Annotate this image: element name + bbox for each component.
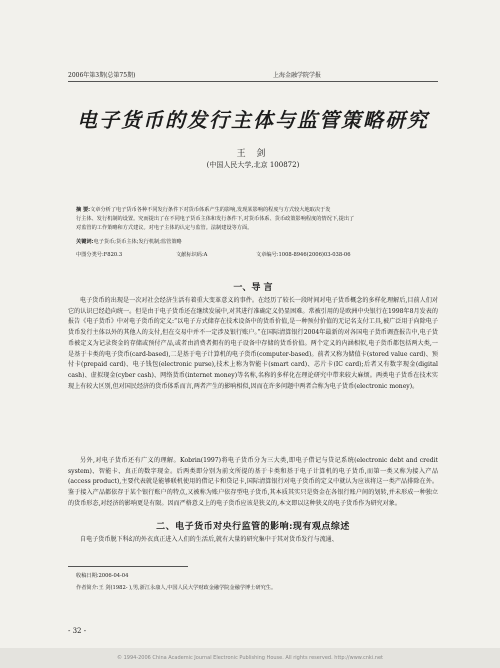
issue-info: 2006年第3期(总第75期) (68, 72, 136, 79)
abstract-line-2: 行主体、发行机制的设置。究而提出了在不同电子货币主体和发行条件下,对货币体系、货币政策影响程度的情况下,提出了 (76, 216, 355, 222)
keywords-text: 电子货币;货币主体;发行机制;监管策略 (93, 239, 182, 245)
received-date: 收稿日期:2006-04-04 (76, 573, 129, 579)
section-1-heading: 一、导 言 (233, 283, 273, 293)
section-2-heading: 二、电子货币对央行监管的影响:现有观点综述 (156, 522, 350, 532)
abstract-text-1: 文章分析了电子货币各种不同发行条件下对货币体系产生的影响,发现某影响的程度与方式较大地取决于发 (90, 207, 331, 213)
classification-meta (76, 251, 431, 259)
author-name: 王 剑 (236, 149, 270, 159)
keywords-label: 关键词: (76, 239, 94, 245)
article-number: 文章编号:1008-8946(2006)03-038-06 (256, 252, 351, 258)
abstract-line-1 (76, 206, 431, 215)
page-number: - 32 - (68, 627, 87, 635)
keywords (76, 238, 431, 247)
section-2-paragraph-1: 自电子货币脱下科幻的外衣真正进入人们的生活后,就有大量的研究集中于其对货币发行与流通、 (80, 536, 338, 543)
footnote-rule (68, 566, 188, 567)
article-title: 电子货币的发行主体与监管策略研究 (77, 108, 429, 132)
copyright-footer: © 1994-2006 China Academic Journal Electronic Publishing House. All rights reserved. http://www.cnki.net (117, 655, 383, 661)
abstract-label: 摘 要: (76, 207, 91, 213)
document-code: 文献标识码:A (176, 252, 208, 258)
abstract-line-3: 对监管的工作策略和方式建议。对电子主体的认定与监管。法制建设等方面。 (76, 225, 253, 231)
header-rule (68, 81, 438, 82)
author-affiliation: (中国人民大学,北京 100872) (206, 161, 300, 169)
section-1-paragraph-2: 另外,对电子货币还有广义的理解。Kobrin(1997)将电子货币分为三大类,即电子借记与贷记系统(electronic debt and credit system)、智能卡、真正的数字现金。后两类即分别为前文所提的基于卡类和基于电子计算机的电子货币,而第一类又称为接入产品(access product),主要代表就是能够联机使用的借记卡和贷记卡,国际清算银行对电子货币的定义中就认为应该将这一类产品排除在外。鉴于接入产品都依存于某个银行账户的特点,又被称为账户依存型电子货币,其本质其实只是资金在各银行账户间的划转,并未形成一种独立的货币形态,对经济的影响更是有限。因而严格意义上的电子货币应该是狭义的,本文即以这种狭义的电子货币作为研究对象。 (68, 457, 438, 507)
author-bio: 作者简介:王 剑(1982- ),男,浙江永康人,中国人民大学财政金融学院金融学博士研究生。 (76, 585, 277, 591)
clc-number: 中图分类号:F820.3 (76, 252, 123, 258)
section-1-paragraph-1: 电子货币的出现是一次对社会经济生活有着重大变革意义的事件。在经历了较长一段时间对电子货币概念的多样化理解后,目前人们对它的认识已经趋向统一。但是由于电子货币还在继续发展中,对其进行准确定义仍显困难。常被引用的是欧洲中央银行在1998年8月发表的报告《电子货币》中对电子货币的定义:“以电子方式储存在技术设备中的货币价值,是一种预付价值的无记名支付工具,被广泛用于向除电子货币发行主体以外的其他人的支付,但在交易中并不一定涉及银行账户。”在国际清算银行2004年最新的对各国电子货币调查报告中,电子货币被定义为记录资金的存储或预付产品,或者由消费者拥有的电子设备中存储的货币价值。两个定义的内涵相似,电子货币都包括两大类,一是基于卡类的电子货币(card-based),二是基于电子计算机的电子货币(computer-based)。前者又称为储值卡(stored value card)、预付卡(prepaid card)、电子钱包(electronic purse),技术上称为智能卡(smart card)、芯片卡(IC card);后者又有数字现金(digital cash)、虚拟现金(cyber cash)、网络货币(internet money)等名称,名称的多样化在理论研究中带来较大麻烦。两类电子货币在技术实现上有较大区别,但对国民经济的货币体系而言,两者产生的影响相似,因而在许多问题中两者合称为电子货币(electronic money)。 (68, 297, 438, 390)
running-header (68, 70, 438, 80)
journal-name: 上海金融学院学报 (273, 72, 322, 79)
